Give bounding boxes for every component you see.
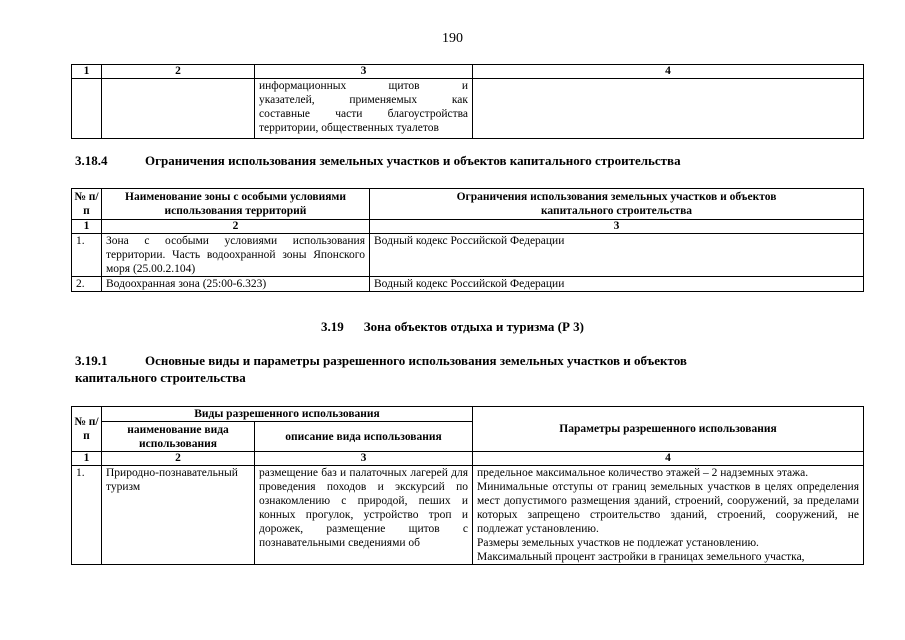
section-title: Ограничения использования земельных участков и объектов капитального строительства	[145, 153, 681, 168]
cell-description	[255, 79, 473, 139]
column-number: 4	[473, 65, 864, 79]
section-heading-3-18-4	[75, 152, 865, 169]
cell-zone: Зона с особыми условиями использования территории. Часть водоохранной зоны Японского моря (25.00.2.104)	[102, 234, 370, 277]
column-numbers-row	[72, 65, 864, 79]
header-zone: Наименование зоны с особыми условиями использования территорий	[102, 189, 370, 220]
table-row	[72, 466, 864, 565]
table-row	[72, 79, 864, 139]
header-num: № п/п	[72, 407, 102, 452]
cell-restriction: Водный кодекс Российской Федерации	[370, 277, 864, 292]
table-row	[72, 234, 864, 277]
column-number: 3	[255, 65, 473, 79]
column-number: 3	[370, 220, 864, 234]
column-number: 2	[102, 220, 370, 234]
cell-num: 1.	[72, 466, 102, 565]
header-type-name: наименование вида использования	[102, 422, 255, 452]
header-params: Параметры разрешенного использования	[473, 407, 864, 452]
section-heading-3-19	[0, 318, 905, 335]
param-paragraph: Минимальные отступы от границ земельных участков в целях определения мест допустимого размещения зданий, строений, сооружений, за пределами которых запрещено строительство зданий, строений, сооружений, не подлежат установлению.	[477, 481, 859, 535]
cell-description: размещение баз и палаточных лагерей для проведения походов и экскурсий по ознакомлению с природой, пеших и конных прогулок, устройство троп и дорожек, размещение щитов с познавательными сведениями об	[255, 466, 473, 565]
column-number: 1	[72, 452, 102, 466]
description-line: информационных щитов и	[259, 80, 468, 92]
section-heading-3-19-1	[75, 352, 865, 386]
header-row	[72, 189, 864, 220]
description-line: указателей, применяемых как	[259, 94, 468, 106]
table-row	[72, 277, 864, 292]
cell-params	[473, 79, 864, 139]
column-number: 2	[102, 65, 255, 79]
column-numbers-row	[72, 452, 864, 466]
cell-params	[473, 466, 864, 565]
header-types-group: Виды разрешенного использования	[102, 407, 473, 422]
description-line: составные части благоустройства	[259, 108, 468, 120]
header-num: № п/п	[72, 189, 102, 220]
cell-restriction: Водный кодекс Российской Федерации	[370, 234, 864, 277]
cell-name: Природно-познавательный туризм	[102, 466, 255, 565]
continuation-table	[71, 64, 864, 139]
cell-num	[72, 79, 102, 139]
column-number: 4	[473, 452, 864, 466]
section-title-continued: капитального строительства	[75, 370, 246, 385]
column-number: 3	[255, 452, 473, 466]
column-numbers-row	[72, 220, 864, 234]
page-number: 190	[442, 31, 463, 46]
column-number: 1	[72, 220, 102, 234]
header-type-desc: описание вида использования	[255, 422, 473, 452]
section-title: Зона объектов отдыха и туризма (Р 3)	[363, 319, 584, 334]
section-number: 3.19	[321, 319, 344, 334]
permitted-use-table	[71, 406, 864, 565]
cell-num: 2.	[72, 277, 102, 292]
cell-zone: Водоохранная зона (25:00-6.323)	[102, 277, 370, 292]
section-title: Основные виды и параметры разрешенного использования земельных участков и объектов	[145, 353, 687, 368]
column-number: 1	[72, 65, 102, 79]
cell-num: 1.	[72, 234, 102, 277]
section-number: 3.18.4	[75, 153, 108, 168]
param-paragraph: предельное максимальное количество этажей – 2 надземных этажа.	[477, 467, 809, 479]
section-number: 3.19.1	[75, 353, 108, 368]
description-line: территории, общественных туалетов	[259, 122, 439, 134]
restrictions-table	[71, 188, 864, 292]
column-number: 2	[102, 452, 255, 466]
header-restrictions: Ограничения использования земельных участков и объектов капитального строительства	[370, 189, 864, 220]
cell-name	[102, 79, 255, 139]
header-row	[72, 407, 864, 422]
param-paragraph: Максимальный процент застройки в границах земельного участка,	[477, 551, 805, 563]
param-paragraph: Размеры земельных участков не подлежат установлению.	[477, 537, 759, 549]
